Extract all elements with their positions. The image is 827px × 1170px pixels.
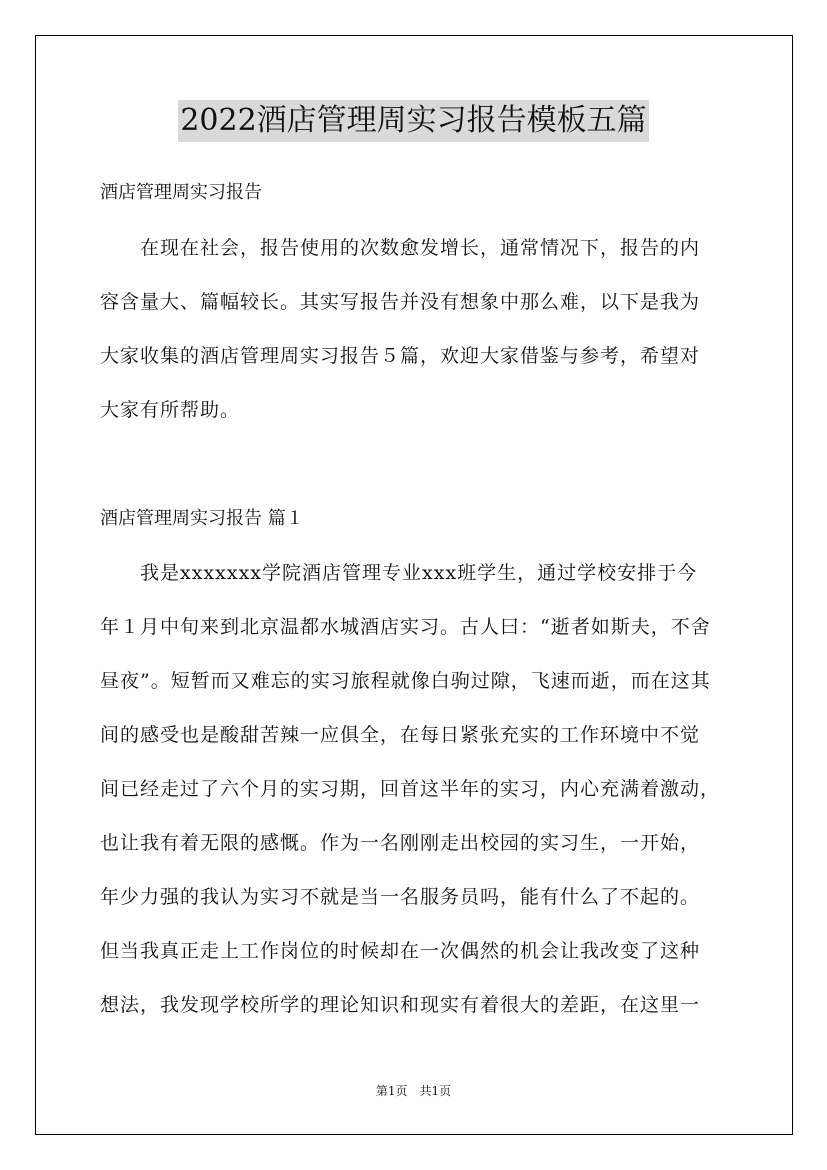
section1-line: 年１月中旬来到北京温都水城酒店实习。古人曰：“逝者如斯夫，不舍 (100, 616, 711, 638)
intro-line: 容含量大、篇幅较长。其实写报告并没有想象中那么难，以下是我为 (100, 291, 701, 313)
section1-line: 昼夜”。短暂而又难忘的实习旅程就像白驹过隙，飞速而逝，而在这其 (100, 670, 711, 692)
section1-line: 也让我有着无限的感慨。作为一名刚刚走出校园的实习生，一开始， (100, 832, 701, 854)
document-title-wrapper (0, 100, 827, 142)
intro-line: 在现在社会，报告使用的次数愈发增长，通常情况下，报告的内 (100, 237, 701, 259)
section1-line: 我是xxxxxxx学院酒店管理专业xxx班学生，通过学校安排于今 (100, 562, 698, 584)
document-title: 2022酒店管理周实习报告模板五篇 (178, 100, 648, 142)
section1-line: 想法，我发现学校所学的理论知识和现实有着很大的差距，在这里一 (100, 994, 701, 1016)
intro-heading: 酒店管理周实习报告 (100, 182, 262, 203)
page-footer: 第1页 共1页 (375, 1084, 452, 1098)
section1-line: 但当我真正走上工作岗位的时候却在一次偶然的机会让我改变了这种 (100, 940, 701, 962)
section1-line: 间的感受也是酸甜苦辣一应俱全，在每日紧张充实的工作环境中不觉 (100, 724, 701, 746)
section1-line: 间已经走过了六个月的实习期，回首这半年的实习，内心充满着激动， (100, 778, 721, 800)
section1-line: 年少力强的我认为实习不就是当一名服务员吗，能有什么了不起的。 (100, 886, 701, 908)
intro-line: 大家有所帮助。 (100, 399, 241, 421)
intro-line: 大家收集的酒店管理周实习报告５篇，欢迎大家借鉴与参考，希望对 (100, 345, 701, 367)
section1-heading: 酒店管理周实习报告 篇１ (100, 508, 304, 529)
